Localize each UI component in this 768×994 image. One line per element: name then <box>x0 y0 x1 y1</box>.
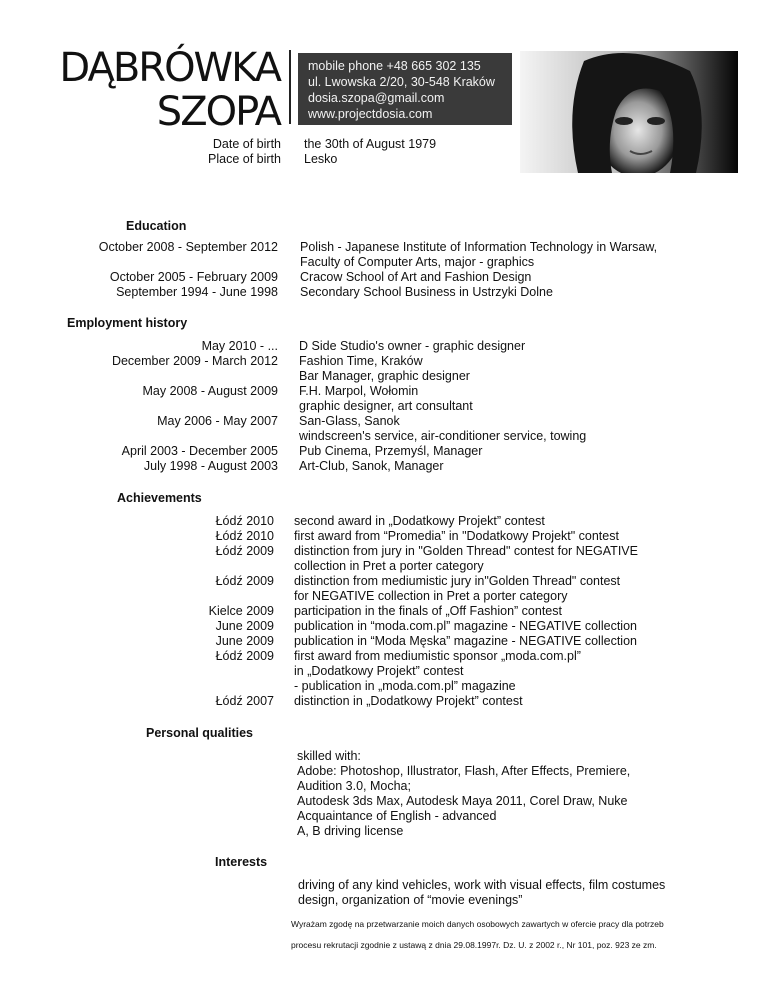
employment-date: July 1998 - August 2003 <box>143 459 278 473</box>
education-heading: Education <box>126 219 187 233</box>
quality-entry: A, B driving license <box>297 824 404 838</box>
achievement-entry: distinction from mediumistic jury in"Golden Thread" contest <box>294 574 621 588</box>
interest-entry: driving of any kind vehicles, work with visual effects, film costumes <box>298 878 666 892</box>
name-first: DĄBRÓWKA <box>59 45 280 91</box>
dob-label: Date of birth <box>212 137 281 151</box>
employment-entry: graphic designer, art consultant <box>299 399 473 413</box>
education-entry: Cracow School of Art and Fashion Design <box>300 270 532 284</box>
employment-entry: Bar Manager, graphic designer <box>299 369 470 383</box>
quality-entry: Acquaintance of English - advanced <box>297 809 497 823</box>
quality-entry: Audition 3.0, Mocha; <box>297 779 411 793</box>
contact-address: ul. Lwowska 2/20, 30-548 Kraków <box>308 75 495 89</box>
employment-date <box>40 399 278 414</box>
achievement-date <box>100 679 274 694</box>
achievement-entry: distinction in „Dodatkowy Projekt” contest <box>294 694 523 708</box>
achievements-entries <box>294 514 638 709</box>
achievement-entry: distinction from jury in "Golden Thread" contest for NEGATIVE <box>294 544 638 558</box>
employment-date: May 2006 - May 2007 <box>157 414 278 428</box>
name-last: SZOPA <box>156 89 280 135</box>
pob-value: Lesko <box>304 152 338 166</box>
achievement-entry: for NEGATIVE collection in Pret a porter category <box>294 589 568 603</box>
achievement-date: Łódź 2010 <box>215 529 274 543</box>
achievement-date: Kielce 2009 <box>208 604 274 618</box>
education-date: October 2008 - September 2012 <box>98 240 278 254</box>
achievement-entry: first award from mediumistic sponsor „moda.com.pl” <box>294 649 581 663</box>
achievements-dates <box>100 514 274 709</box>
employment-heading: Employment history <box>67 316 188 330</box>
consent-clause <box>291 914 664 956</box>
interests-entries <box>298 878 665 908</box>
achievement-date: June 2009 <box>215 619 274 633</box>
achievement-date: June 2009 <box>215 634 274 648</box>
contact-phone: mobile phone +48 665 302 135 <box>308 59 481 73</box>
employment-dates <box>40 339 278 474</box>
achievement-entry: collection in Pret a porter category <box>294 559 484 573</box>
education-entries <box>300 240 657 300</box>
consent-line: procesu rekrutacji zgodnie z ustawą z dnia 29.08.1997r. Dz. U. z 2002 r., Nr 101, poz. 923 ze zm. <box>291 940 657 950</box>
achievement-date <box>100 559 274 574</box>
employment-date: April 2003 - December 2005 <box>121 444 278 458</box>
achievement-entry: participation in the finals of „Off Fashion” contest <box>294 604 562 618</box>
employment-date: May 2008 - August 2009 <box>142 384 278 398</box>
quality-entry: skilled with: <box>297 749 361 763</box>
achievement-entry: publication in “Moda Męska” magazine - NEGATIVE collection <box>294 634 637 648</box>
education-date: September 1994 - June 1998 <box>116 285 278 299</box>
portrait-photo <box>520 51 738 173</box>
employment-entry: D Side Studio's owner - graphic designer <box>299 339 526 353</box>
dob-value: the 30th of August 1979 <box>304 137 437 151</box>
personal-values <box>304 137 436 167</box>
achievement-entry: second award in „Dodatkowy Projekt” contest <box>294 514 545 528</box>
employment-date <box>40 369 278 384</box>
pob-label: Place of birth <box>208 152 281 166</box>
education-entry: Polish - Japanese Institute of Information Technology in Warsaw, <box>300 240 658 254</box>
achievements-heading: Achievements <box>117 491 202 505</box>
contact-box <box>298 53 512 125</box>
employment-entry: Art-Club, Sanok, Manager <box>299 459 444 473</box>
quality-entry: Autodesk 3ds Max, Autodesk Maya 2011, Corel Draw, Nuke <box>297 794 628 808</box>
achievement-date: Łódź 2009 <box>215 574 274 588</box>
employment-entry: Pub Cinema, Przemyśl, Manager <box>299 444 483 458</box>
quality-entry: Adobe: Photoshop, Illustrator, Flash, After Effects, Premiere, <box>297 764 631 778</box>
education-entry: Secondary School Business in Ustrzyki Dolne <box>300 285 553 299</box>
qualities-entries <box>297 749 630 839</box>
employment-date: May 2010 - ... <box>201 339 278 353</box>
achievement-entry: first award from “Promedia” in "Dodatkowy Projekt" contest <box>294 529 619 543</box>
header-divider <box>289 50 291 124</box>
employment-date <box>40 429 278 444</box>
contact-email[interactable]: dosia.szopa@gmail.com <box>308 91 445 105</box>
achievement-date: Łódź 2009 <box>215 649 274 663</box>
education-dates <box>40 240 278 300</box>
achievement-date: Łódź 2009 <box>215 544 274 558</box>
education-date <box>40 255 278 270</box>
achievement-entry: - publication in „moda.com.pl” magazine <box>294 679 516 693</box>
achievement-date <box>100 589 274 604</box>
qualities-heading: Personal qualities <box>146 726 253 740</box>
employment-entry: F.H. Marpol, Wołomin <box>299 384 419 398</box>
education-entry: Faculty of Computer Arts, major - graphics <box>300 255 535 269</box>
consent-line: Wyrażam zgodę na przetwarzanie moich danych osobowych zawartych w ofercie pracy dla potrzeb <box>291 919 664 929</box>
employment-entries <box>299 339 586 474</box>
achievement-date: Łódź 2007 <box>215 694 274 708</box>
achievement-entry: publication in “moda.com.pl” magazine - NEGATIVE collection <box>294 619 637 633</box>
contact-website[interactable]: www.projectdosia.com <box>308 107 433 121</box>
employment-entry: Fashion Time, Kraków <box>299 354 423 368</box>
achievement-entry: in „Dodatkowy Projekt” contest <box>294 664 464 678</box>
employment-entry: windscreen's service, air-conditioner service, towing <box>299 429 587 443</box>
employment-entry: San-Glass, Sanok <box>299 414 400 428</box>
achievement-date: Łódź 2010 <box>215 514 274 528</box>
interest-entry: design, organization of “movie evenings” <box>298 893 523 907</box>
education-date: October 2005 - February 2009 <box>109 270 278 284</box>
personal-labels <box>140 137 281 167</box>
achievement-date <box>100 664 274 679</box>
interests-heading: Interests <box>215 855 268 869</box>
employment-date: December 2009 - March 2012 <box>111 354 278 368</box>
